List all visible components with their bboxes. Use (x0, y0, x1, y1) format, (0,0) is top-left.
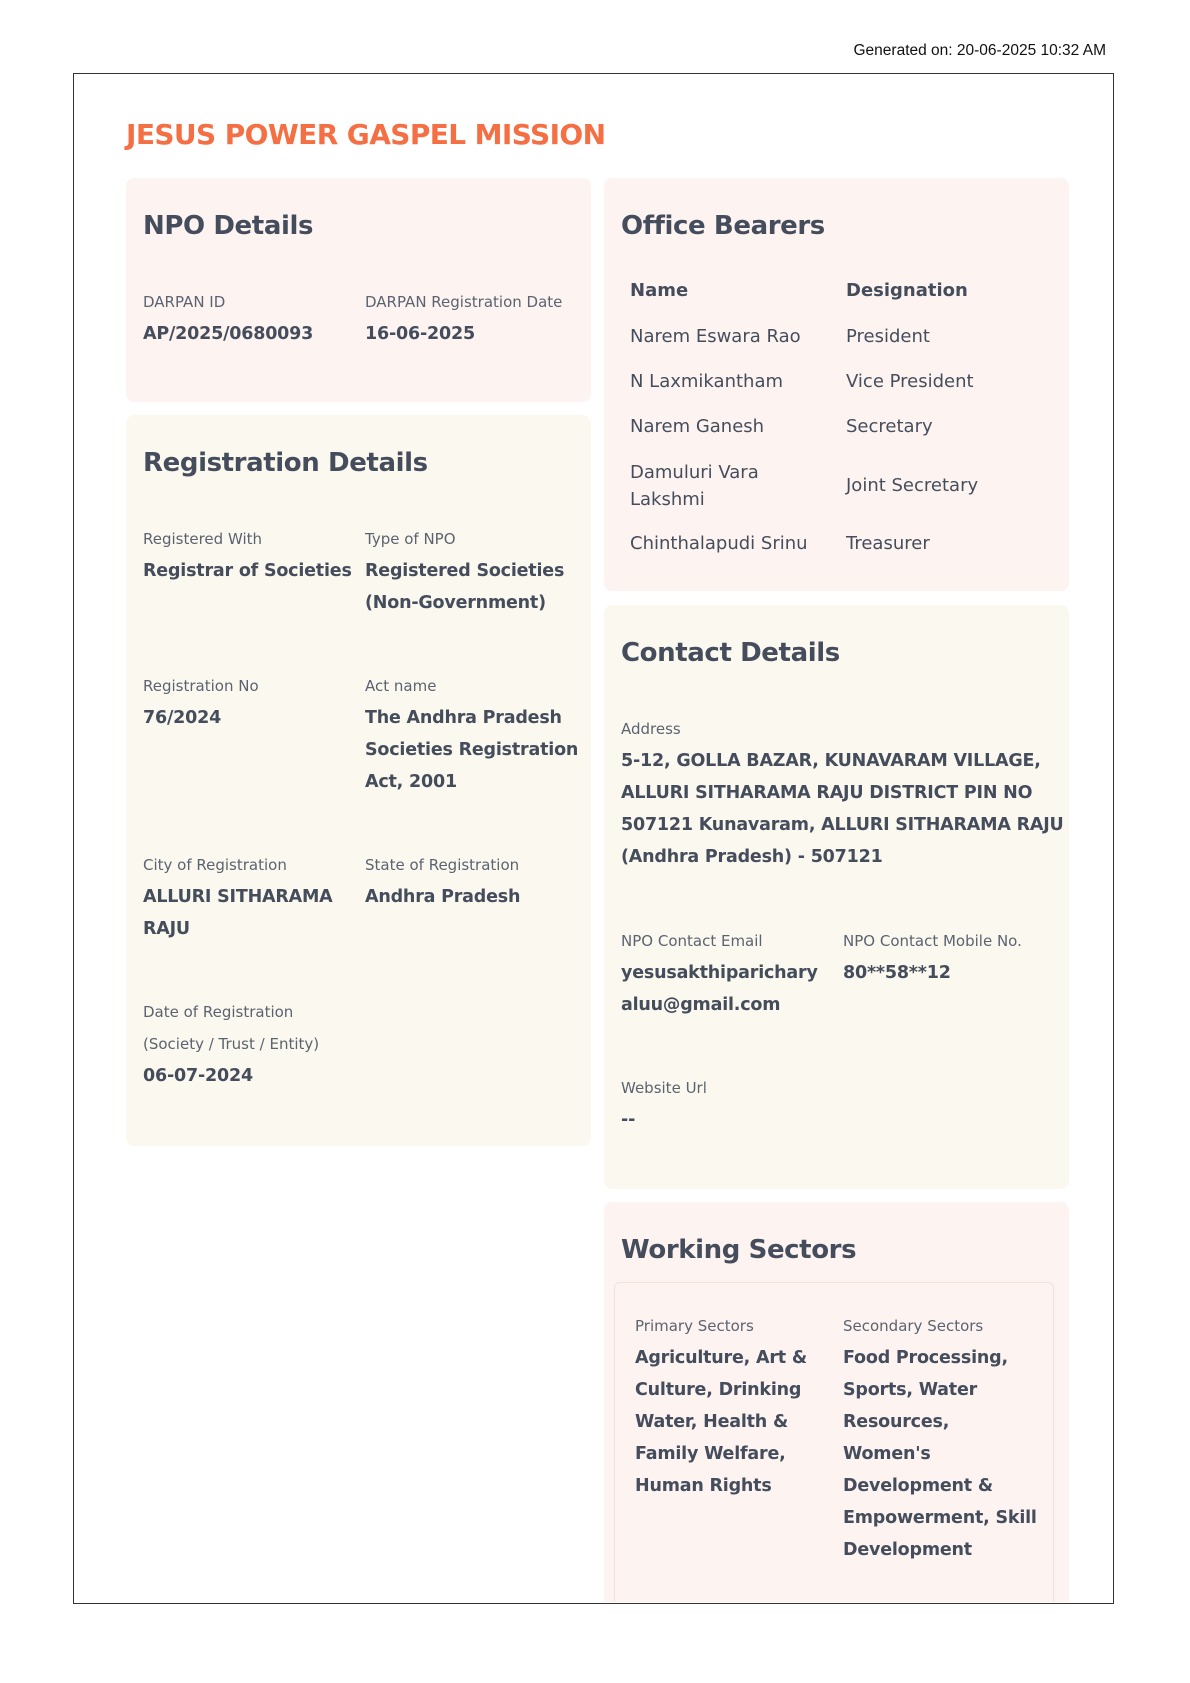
city-value-line1: ALLURI SITHARAMA (143, 887, 333, 907)
npo-details-card (126, 178, 591, 402)
act-name-value-line2: Societies Registration (365, 740, 579, 760)
primary-sector-line: Human Rights (635, 1476, 772, 1496)
npo-type-field (365, 523, 564, 619)
address-line2: ALLURI SITHARAMA RAJU DISTRICT PIN NO (621, 783, 1033, 803)
bearer-designation: Joint Secretary (846, 475, 979, 496)
registration-details-card (126, 415, 591, 1146)
bearer-name: Damuluri Vara (630, 462, 759, 483)
npo-details-title: NPO Details (143, 211, 314, 241)
website-value: -- (621, 1110, 636, 1130)
organization-title: JESUS POWER GASPEL MISSION (126, 118, 606, 151)
bearer-name: Chinthalapudi Srinu (630, 533, 808, 554)
registration-no-field (143, 670, 259, 734)
address-label: Address (621, 720, 681, 738)
bearers-header-name: Name (630, 280, 689, 301)
npo-type-value-line1: Registered Societies (365, 561, 565, 581)
bearer-designation: Vice President (846, 371, 974, 392)
mobile-label: NPO Contact Mobile No. (843, 932, 1022, 950)
registration-no-value: 76/2024 (143, 708, 222, 728)
darpan-id-value: AP/2025/0680093 (143, 324, 314, 344)
mobile-field (843, 925, 1022, 989)
primary-sector-line: Family Welfare, (635, 1444, 786, 1464)
primary-sectors-field (635, 1310, 807, 1502)
city-label: City of Registration (143, 856, 287, 874)
primary-sector-line: Agriculture, Art & (635, 1348, 807, 1368)
office-bearers-title: Office Bearers (621, 211, 825, 241)
primary-sector-line: Water, Health & (635, 1412, 789, 1432)
darpan-reg-date-field (365, 286, 562, 350)
contact-details-title: Contact Details (621, 638, 840, 668)
bearer-name-line2: Lakshmi (630, 489, 705, 510)
address-field (621, 713, 1064, 873)
working-sectors-title: Working Sectors (621, 1235, 857, 1265)
state-value: Andhra Pradesh (365, 887, 521, 907)
generated-timestamp: Generated on: 20-06-2025 10:32 AM (853, 42, 1106, 59)
registered-with-value: Registrar of Societies (143, 561, 352, 581)
registration-date-value: 06-07-2024 (143, 1066, 253, 1086)
secondary-sectors-label: Secondary Sectors (843, 1317, 984, 1335)
state-field (365, 849, 520, 913)
secondary-sector-line: Women's (843, 1444, 931, 1464)
act-name-value-line3: Act, 2001 (365, 772, 457, 792)
city-field (143, 849, 333, 945)
bearer-name: N Laxmikantham (630, 371, 784, 392)
bearer-name: Narem Eswara Rao (630, 326, 801, 347)
office-bearers-card (604, 178, 1069, 591)
website-label: Website Url (621, 1079, 707, 1097)
secondary-sector-line: Food Processing, (843, 1348, 1008, 1368)
email-value-line1: yesusakthiparichary (621, 963, 818, 983)
bearer-name: Narem Ganesh (630, 416, 765, 437)
secondary-sector-line: Sports, Water (843, 1380, 978, 1400)
primary-sector-line: Culture, Drinking (635, 1380, 802, 1400)
email-field (621, 925, 818, 1021)
email-value-line2: aluu@gmail.com (621, 995, 781, 1015)
mobile-value: 80**58**12 (843, 963, 951, 983)
darpan-reg-date-label: DARPAN Registration Date (365, 293, 563, 311)
npo-type-label: Type of NPO (365, 530, 456, 548)
bearer-designation: Treasurer (846, 533, 930, 554)
working-sectors-card (604, 1202, 1069, 1602)
act-name-field (365, 670, 578, 798)
secondary-sector-line: Resources, (843, 1412, 950, 1432)
bearer-designation: President (846, 326, 930, 347)
bearer-designation: Secretary (846, 416, 933, 437)
address-line3: 507121 Kunavaram, ALLURI SITHARAMA RAJU (621, 815, 1064, 835)
secondary-sector-line: Development & (843, 1476, 993, 1496)
secondary-sector-line: Empowerment, Skill (843, 1508, 1037, 1528)
registered-with-field (143, 523, 352, 587)
darpan-id-field (143, 286, 313, 350)
registration-details-title: Registration Details (143, 448, 428, 478)
registration-date-label-line1: Date of Registration (143, 1003, 294, 1021)
primary-sectors-label: Primary Sectors (635, 1317, 754, 1335)
registration-date-label-line2: (Society / Trust / Entity) (143, 1035, 320, 1053)
registration-date-field (143, 996, 319, 1092)
act-name-value-line1: The Andhra Pradesh (365, 708, 562, 728)
address-line1: 5-12, GOLLA BAZAR, KUNAVARAM VILLAGE, (621, 751, 1041, 771)
address-line4: (Andhra Pradesh) - 507121 (621, 847, 883, 867)
registration-no-label: Registration No (143, 677, 259, 695)
darpan-id-label: DARPAN ID (143, 293, 226, 311)
darpan-reg-date-value: 16-06-2025 (365, 324, 475, 344)
state-label: State of Registration (365, 856, 520, 874)
bearers-header-designation: Designation (846, 280, 968, 301)
registered-with-label: Registered With (143, 530, 263, 548)
secondary-sectors-field (843, 1310, 1037, 1566)
contact-details-card (604, 605, 1069, 1189)
act-name-label: Act name (365, 677, 437, 695)
secondary-sector-line: Development (843, 1540, 972, 1560)
city-value-line2: RAJU (143, 919, 190, 939)
npo-type-value-line2: (Non-Government) (365, 593, 546, 613)
email-label: NPO Contact Email (621, 932, 763, 950)
website-field (621, 1072, 707, 1136)
